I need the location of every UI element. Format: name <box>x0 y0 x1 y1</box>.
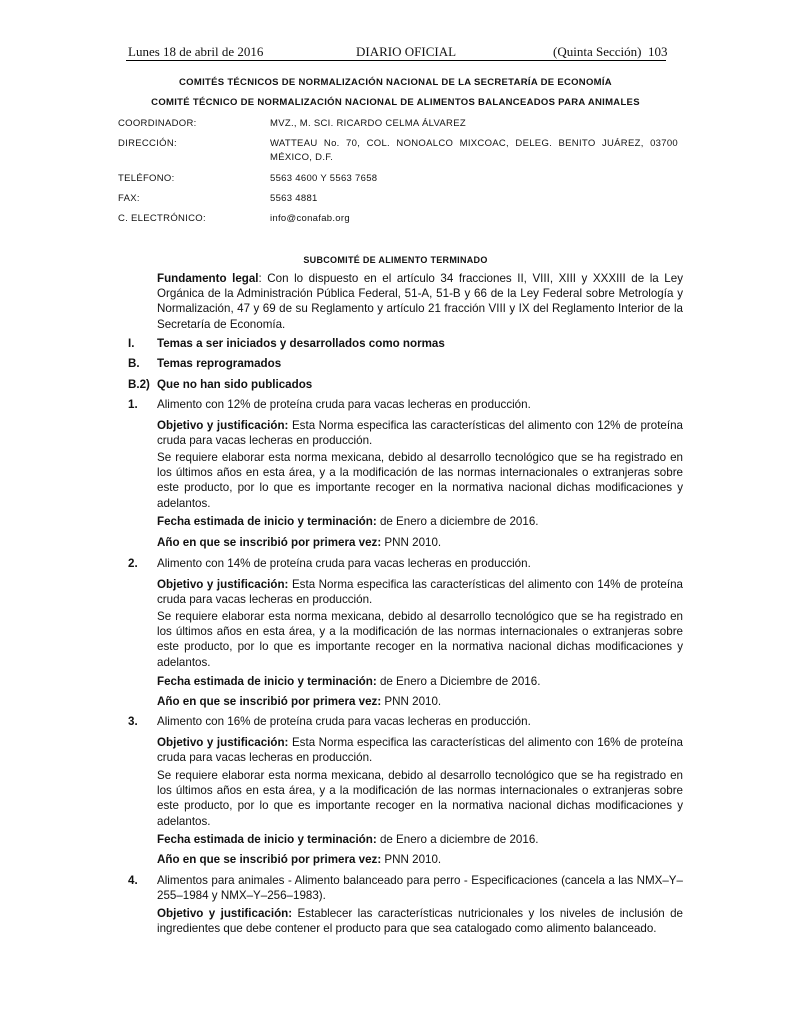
email-value: info@conafab.org <box>270 213 350 224</box>
coordinator-label: COORDINADOR: <box>118 118 197 129</box>
header-date: Lunes 18 de abril de 2016 <box>128 44 264 59</box>
objective-text: Esta Norma especifica las características del alimento con 16% de proteína cruda para vacas lecheras en producción. <box>157 736 683 765</box>
item-dates <box>157 514 683 529</box>
header-publication: DIARIO OFICIAL <box>356 44 457 59</box>
objective-label: Objetivo y justificación: <box>157 736 289 749</box>
address-value: WATTEAU No. 70, COL. NONOALCO MIXCOAC, DELEG. BENITO JUÁREZ, 03700 MÉXICO, D.F. <box>270 138 678 163</box>
section-number: I. <box>128 337 135 350</box>
objective-label: Objetivo y justificación: <box>157 907 293 920</box>
item-number: 2. <box>128 557 138 570</box>
item-paragraph: Se requiere elaborar esta norma mexicana, debido al desarrollo tecnológico que se ha registrado en los últimos años en esta área, y a la modificación de las normas internacionales o extranjeras sobre este producto, por lo que es importante recoger en la normativa nacional dichas modificaciones y adelantos. <box>157 610 683 669</box>
year-text: PNN 2010. <box>381 536 442 549</box>
item-paragraph: Se requiere elaborar esta norma mexicana, debido al desarrollo tecnológico que se ha registrado en los últimos años en esta área, y a la modificación de las normas internacionales o extranjeras sobre este producto, por lo que es importante recoger en la normativa nacional dichas modificaciones y adelantos. <box>157 769 683 828</box>
item-title: Alimento con 16% de proteína cruda para vacas lecheras en producción. <box>157 715 531 728</box>
email-label: C. ELECTRÓNICO: <box>118 213 206 224</box>
address-label: DIRECCIÓN: <box>118 138 177 149</box>
item-dates <box>157 832 683 847</box>
header-section: (Quinta Sección) <box>553 44 642 59</box>
objective-text: Esta Norma especifica las características del alimento con 14% de proteína cruda para vacas lecheras en producción. <box>157 578 683 607</box>
header-rule <box>126 60 666 61</box>
objective-label: Objetivo y justificación: <box>157 578 289 591</box>
item-objective <box>157 577 683 607</box>
year-label: Año en que se inscribió por primera vez: <box>157 536 382 549</box>
section-number: B. <box>128 357 140 370</box>
item-objective <box>157 906 683 936</box>
dates-label: Fecha estimada de inicio y terminación: <box>157 833 377 846</box>
dates-text: de Enero a Diciembre de 2016. <box>376 675 541 688</box>
fax-label: FAX: <box>118 193 140 204</box>
committee-heading: COMITÉS TÉCNICOS DE NORMALIZACIÓN NACIONAL DE LA SECRETARÍA DE ECONOMÍA <box>179 77 612 88</box>
legal-basis-text: : Con lo dispuesto en el artículo 34 fracciones II, VIII, XIII y XXXIII de la Ley Orgánica de la Administración Pública Federal, 51-A, 51-B y 66 de la Ley Federal sobre Metrología y Normalización, 47 y 69 de su Reglamento y artículo 21 fracción VIII y IX del Reglamento Interior de la Secretaría de Economía. <box>157 272 683 331</box>
dates-text: de Enero a diciembre de 2016. <box>376 515 539 528</box>
committee-subheading: COMITÉ TÉCNICO DE NORMALIZACIÓN NACIONAL DE ALIMENTOS BALANCEADOS PARA ANIMALES <box>151 97 640 108</box>
dates-label: Fecha estimada de inicio y terminación: <box>157 675 377 688</box>
item-title: Alimento con 12% de proteína cruda para vacas lecheras en producción. <box>157 398 531 411</box>
subcommittee-heading: SUBCOMITÉ DE ALIMENTO TERMINADO <box>303 255 488 265</box>
coordinator-value: MVZ., M. SCI. RICARDO CELMA ÁLVAREZ <box>270 118 466 129</box>
item-year <box>157 852 683 867</box>
item-dates <box>157 674 683 689</box>
year-label: Año en que se inscribió por primera vez: <box>157 853 382 866</box>
section-title: Temas a ser iniciados y desarrollados como normas <box>157 337 445 350</box>
phone-label: TELÉFONO: <box>118 173 175 184</box>
item-number: 1. <box>128 398 138 411</box>
item-title: Alimentos para animales - Alimento balanceado para perro - Especificaciones (cancela a las NMX–Y–255–1984 y NMX–Y–256–1983). <box>157 874 683 903</box>
item-objective <box>157 418 683 448</box>
item-number: 4. <box>128 874 138 887</box>
item-title: Alimento con 14% de proteína cruda para vacas lecheras en producción. <box>157 557 531 570</box>
section-title: Temas reprogramados <box>157 357 282 370</box>
dates-label: Fecha estimada de inicio y terminación: <box>157 515 377 528</box>
header-page-number: 103 <box>648 44 668 59</box>
item-number: 3. <box>128 715 138 728</box>
legal-basis <box>157 271 683 332</box>
year-text: PNN 2010. <box>381 695 442 708</box>
phone-value: 5563 4600 Y 5563 7658 <box>270 173 378 184</box>
objective-text: Esta Norma especifica las características del alimento con 12% de proteína cruda para vacas lecheras en producción. <box>157 419 683 448</box>
year-label: Año en que se inscribió por primera vez: <box>157 695 382 708</box>
year-text: PNN 2010. <box>381 853 442 866</box>
legal-basis-label: Fundamento legal <box>157 272 259 285</box>
item-year <box>157 694 683 709</box>
section-title: Que no han sido publicados <box>157 378 313 391</box>
item-objective <box>157 735 683 765</box>
page-header <box>128 44 668 60</box>
dates-text: de Enero a diciembre de 2016. <box>376 833 539 846</box>
objective-text: Establecer las características nutricionales y los niveles de inclusión de ingredientes que debe contener el producto para que sea catalogado como alimento balanceado. <box>157 907 683 936</box>
item-year <box>157 535 683 550</box>
fax-value: 5563 4881 <box>270 193 318 204</box>
section-number: B.2) <box>128 378 150 391</box>
objective-label: Objetivo y justificación: <box>157 419 289 432</box>
item-paragraph: Se requiere elaborar esta norma mexicana, debido al desarrollo tecnológico que se ha registrado en los últimos años en esta área, y a la modificación de las normas internacionales o extranjeras sobre este producto, por lo que es importante recoger en la normativa nacional dichas modificaciones y adelantos. <box>157 451 683 510</box>
